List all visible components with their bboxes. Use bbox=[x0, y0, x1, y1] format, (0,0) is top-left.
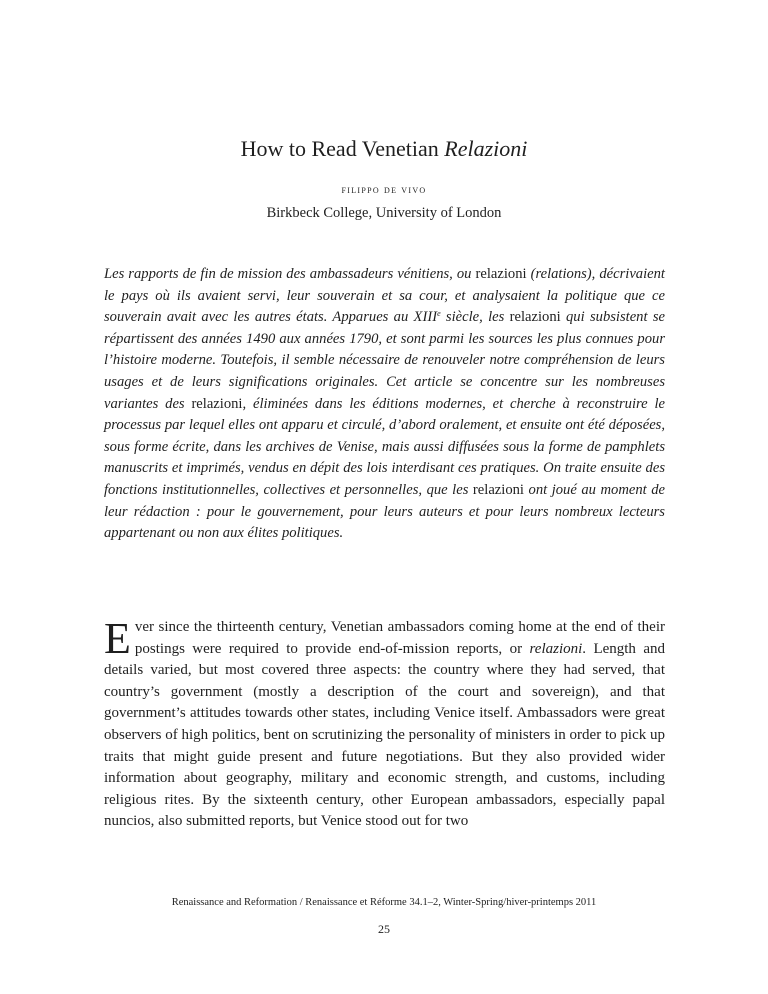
abstract-text: ont joué au moment de leur rédaction : pour le gouvernement, pour leurs auteurs et pour leurs nombreux lecteurs appartenant ou non aux élites politiques. bbox=[104, 481, 665, 542]
author-name: filippo de vivo bbox=[341, 184, 427, 196]
article-title-italic: Relazioni bbox=[444, 136, 528, 161]
drop-cap: E bbox=[104, 614, 131, 663]
abstract-term: relazioni bbox=[509, 309, 561, 326]
abstract-text: (relations), décrivaient le pays où ils avaient servi, leur souverain et sa cour, et analysaient la politique que ce souverain avait avec les autres états. Apparues au XIII bbox=[104, 266, 665, 326]
body-text: . Length and details varied, but most covered three aspects: the country where they had served, that country’s government (mostly a description of the court and sovereign), and that government’s attitudes towards other states, including Venice itself. Ambassadors were great observers of high politics, bent on scrutinizing the personality of ministers in order to pick up traits that might guide present and future negotiations. But they also provided wider information about geography, military and economic strength, and customs, including religious rites. By the sixteenth century, other European ambassadors, especially papal nuncios, also submitted reports, but Venice stood out for two bbox=[104, 640, 665, 830]
abstract-text: siècle, les bbox=[440, 309, 510, 326]
abstract-term: relazioni bbox=[191, 395, 243, 412]
body-paragraph bbox=[104, 614, 665, 833]
journal-citation-footer: Renaissance and Reformation / Renaissance et Réforme 34.1–2, Winter-Spring/hiver-printemps 2011 bbox=[171, 897, 597, 908]
body-text: ver since the thirteenth century, Venetian ambassadors coming home at the end of their postings were required to provide end-of-mission reports, or bbox=[134, 619, 665, 657]
article-title bbox=[0, 135, 768, 163]
page-number: 25 bbox=[378, 922, 390, 936]
author-affiliation: Birkbeck College, University of London bbox=[266, 205, 502, 221]
abstract-term: relazioni bbox=[472, 481, 524, 498]
abstract-term: relazioni bbox=[475, 266, 527, 282]
abstract bbox=[104, 264, 665, 545]
superscript: e bbox=[437, 309, 441, 319]
body-term: relazioni bbox=[529, 640, 583, 657]
abstract-text: qui subsistent se répartissent des années 1490 aux années 1790, et sont parmi les sources les plus connues pour l’histoire moderne. Toutefois, il semble nécessaire de renouveler notre compréhension de leurs usages et de leurs significations originales. Cet article se concentre sur les nombreuses variantes des bbox=[104, 309, 666, 412]
article-title-main: How to Read Venetian bbox=[240, 136, 445, 161]
abstract-text: , éliminées dans les éditions modernes, et cherche à reconstruire le processus par lequel elles ont apparu et circulé, d’abord oralement, et ensuite ont été déposées, sous forme écrite, dans les archives de Venise, mais aussi diffusées sous la forme de pamphlets manuscrits et imprimés, vendus en dépit des lois interdisant ces pratiques. On traite ensuite des fonctions institutionnelles, collectives et personnelles, que les bbox=[104, 395, 665, 498]
abstract-text: Les rapports de fin de mission des ambassadeurs vénitiens, ou bbox=[104, 266, 476, 282]
